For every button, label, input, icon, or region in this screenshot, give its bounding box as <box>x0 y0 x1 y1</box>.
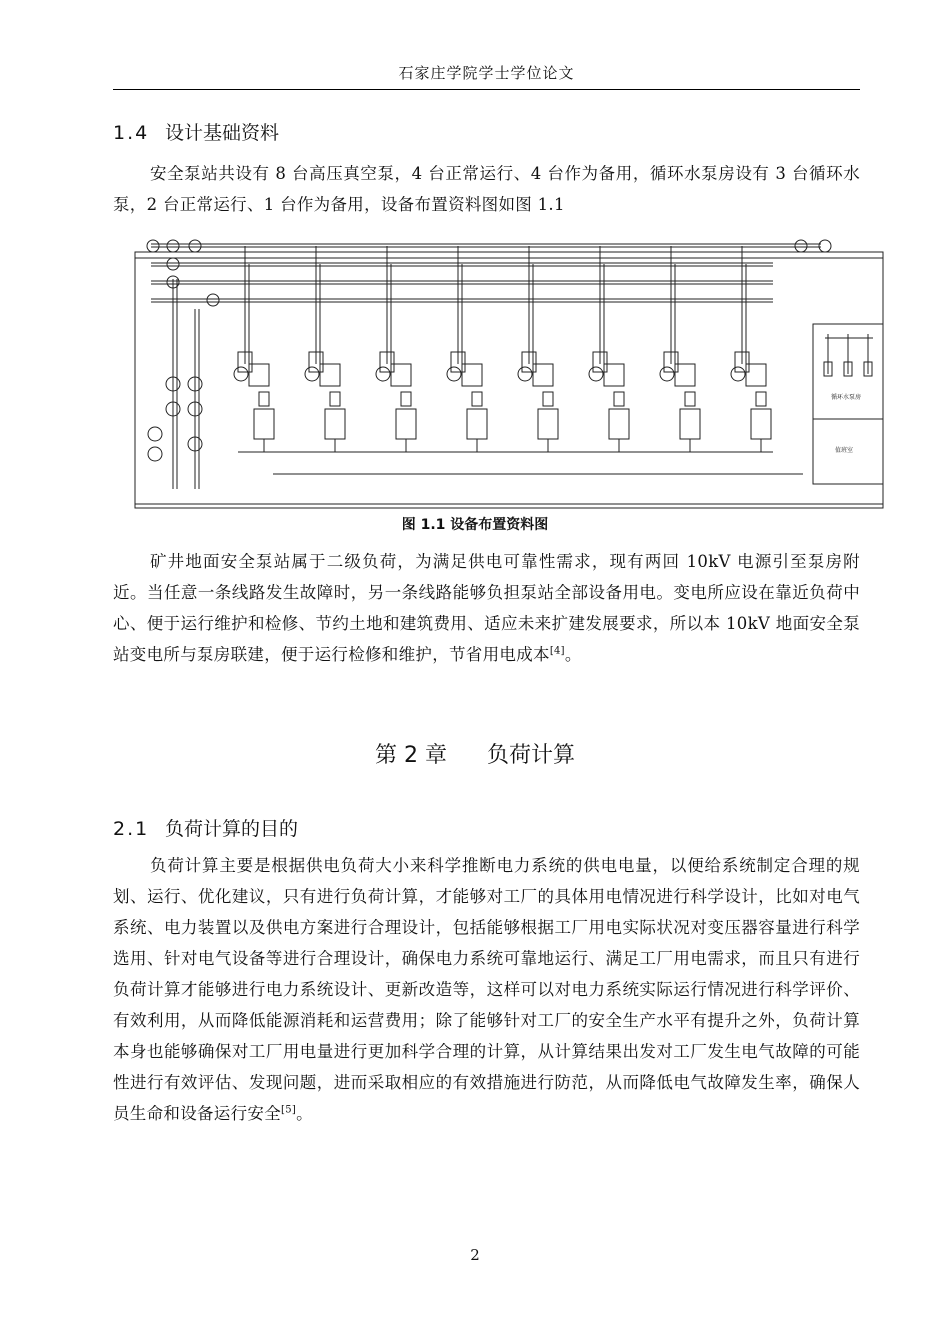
chapter-label: 第 2 章 <box>375 743 447 768</box>
pump-motor-icon <box>518 367 532 381</box>
pump-coupling <box>685 392 695 406</box>
vacuum-pump-unit <box>518 246 558 452</box>
pump-motor <box>467 409 487 439</box>
pump-motor-icon <box>447 367 461 381</box>
valve-icon <box>167 240 179 252</box>
vacuum-pump-unit <box>305 246 345 452</box>
paragraph-end: 。 <box>564 645 582 664</box>
vacuum-pump-unit <box>447 246 487 452</box>
figure-caption: 图 1.1 设备布置资料图 <box>401 517 549 533</box>
building-outline <box>135 252 883 508</box>
vacuum-pump-unit <box>234 246 274 452</box>
pump-motor <box>751 409 771 439</box>
pump-motor <box>680 409 700 439</box>
valve-icon <box>207 294 219 306</box>
valve-icon <box>819 240 831 252</box>
vacuum-pump-unit <box>376 246 416 452</box>
citation: [4] <box>549 645 565 657</box>
chapter-heading <box>0 738 950 769</box>
paragraph-1-4: 安全泵站共设有 8 台高压真空泵，4 台正常运行、4 台作为备用，循环水泵房设有 3 台循环水泵，2 台正常运行、1 台作为备用，设备布置资料图如图 1.1 <box>113 164 860 214</box>
pump-coupling <box>543 392 553 406</box>
paragraph-2-1 <box>113 850 860 1129</box>
paragraph-end: 。 <box>296 1104 313 1123</box>
pump-coupling <box>401 392 411 406</box>
header-rule <box>113 89 860 90</box>
paragraph-text: 矿井地面安全泵站属于二级负荷，为满足供电可靠性需求，现有两回 10kV 电源引至泵房附近。当任意一条线路发生故障时，另一条线路能够负担泵站全部设备用电。变电所应设在靠近负荷中心、便于运行维护和检修、节约土地和建筑费用、适应未来扩建发展要求，所以本 10kV 地面安全泵站变电所与泵房联建，便于运行检修和维护，节省用电成本 <box>113 552 860 664</box>
pump-coupling <box>330 392 340 406</box>
pump-coupling <box>756 392 766 406</box>
chapter-title: 负荷计算 <box>486 743 575 768</box>
section-number: 1.4 <box>113 122 150 144</box>
vacuum-pump-unit <box>660 246 700 452</box>
valve-icon <box>189 240 201 252</box>
pump-motor-icon <box>234 367 248 381</box>
equipment-layout-figure <box>113 234 895 516</box>
valve-icon <box>147 240 159 252</box>
section-title: 负荷计算的目的 <box>165 818 299 840</box>
pump-motor-icon <box>589 367 603 381</box>
pump-motor <box>609 409 629 439</box>
pump-motor-icon <box>731 367 745 381</box>
valve-icon <box>795 240 807 252</box>
vacuum-pump-unit <box>589 246 629 452</box>
pump-motor-icon <box>660 367 674 381</box>
paragraph-power-supply <box>113 546 860 670</box>
valve-icon <box>167 258 179 270</box>
room-label: 循环水泵房 <box>831 394 862 401</box>
valve-icon <box>148 447 162 461</box>
pump-motor-icon <box>305 367 319 381</box>
pump-coupling <box>472 392 482 406</box>
pump-motor <box>254 409 274 439</box>
side-room-label: 值班室 <box>835 447 854 454</box>
valve-icon <box>148 427 162 441</box>
pump-coupling <box>614 392 624 406</box>
section-number: 2.1 <box>113 818 150 840</box>
paragraph-text: 负荷计算主要是根据供电负荷大小来科学推断电力系统的供电电量，以便给系统制定合理的规划、运行、优化建议，只有进行负荷计算，才能够对工厂的具体用电情况进行科学设计，比如对电气系统、电力装置以及供电方案进行合理设计，包括能够根据工厂用电实际状况对变压器容量进行科学选用、针对电气设备等进行合理设计，确保电力系统可靠地运行、满足工厂用电需求，而且只有进行负荷计算才能够进行电力系统设计、更新改造等，这样可以对电力系统实际运行情况进行科学评价、有效利用，从而降低能源消耗和运营费用；除了能够针对工厂的安全生产水平有提升之外，负荷计算本身也能够确保对工厂用电量进行更加科学合理的计算，从计算结果出发对工厂发生电气故障的可能性进行有效评估、发现问题，进而采取相应的有效措施进行防范，从而降低电气故障发生率，确保人员生命和设备运行安全 <box>113 856 860 1123</box>
section-heading-1-4 <box>113 118 279 145</box>
citation: [5] <box>281 1104 297 1116</box>
running-header: 石家庄学院学士学位论文 <box>398 64 575 82</box>
pump-motor <box>396 409 416 439</box>
pump-motor-icon <box>376 367 390 381</box>
section-title: 设计基础资料 <box>165 122 280 144</box>
vacuum-pump-unit <box>731 246 771 452</box>
pump-motor <box>538 409 558 439</box>
page-number: 2 <box>470 1246 480 1264</box>
pump-motor <box>325 409 345 439</box>
pump-coupling <box>259 392 269 406</box>
section-heading-2-1 <box>113 814 298 841</box>
